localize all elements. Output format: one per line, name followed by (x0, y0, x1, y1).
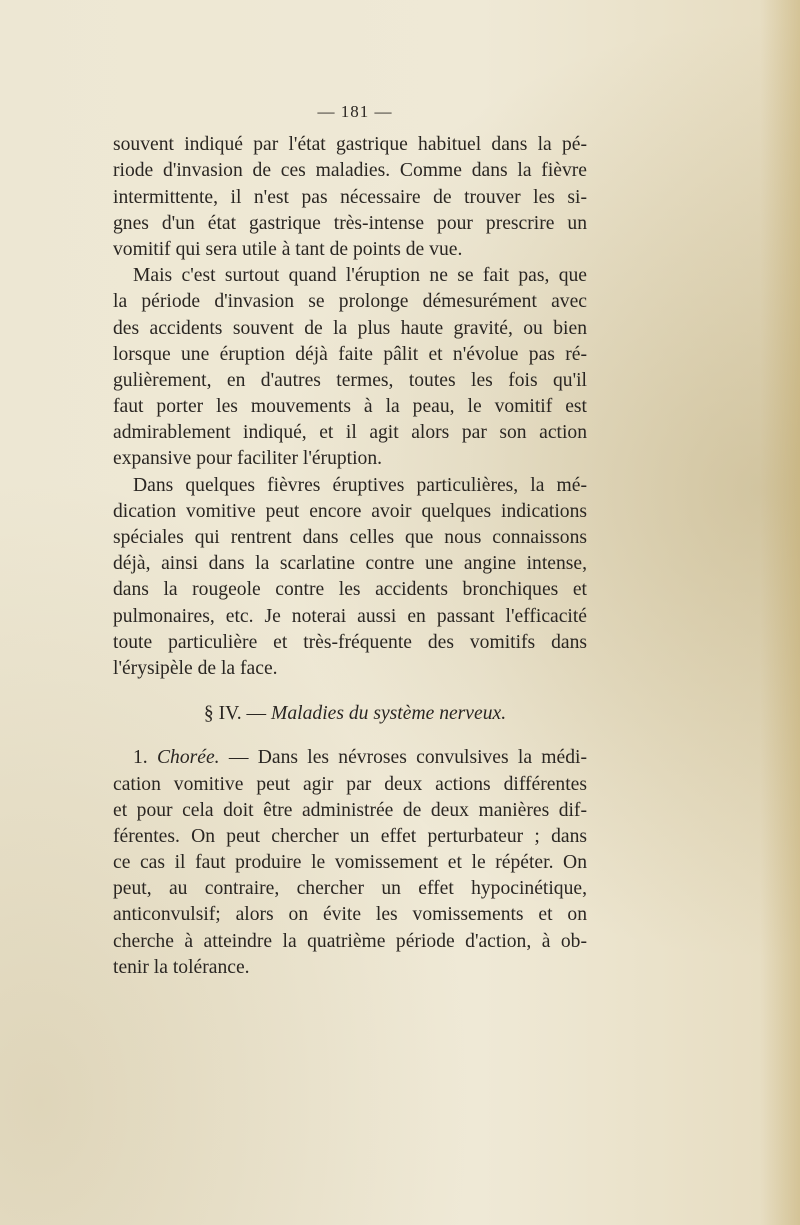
text-line: riode d'invasion de ces maladies. Comme dans la fièvre (113, 160, 587, 182)
page-edge-shadow (760, 0, 800, 1225)
text-line: dans la rougeole contre les accidents bronchiques et (113, 579, 587, 601)
text-line: gulièrement, en d'autres termes, toutes les fois qu'il (113, 369, 587, 391)
paragraph-1 (113, 132, 587, 263)
text-line: et pour cela doit être administrée de deux manières dif- (113, 799, 587, 821)
subsection-title: Chorée. (156, 747, 220, 769)
text-line: peut, au contraire, chercher un effet hypocinétique, (113, 878, 587, 900)
text-line: anticonvulsif; alors on évite les vomissements et on (113, 904, 587, 926)
text-line: gnes d'un état gastrique très-intense pour prescrire un (113, 212, 587, 234)
text-line: toute particulière et très-fréquente des vomitifs dans (113, 631, 587, 653)
section-heading (113, 701, 587, 727)
text-line: des accidents souvent de la plus haute gravité, ou bien (113, 317, 587, 339)
text-line: spéciales qui rentrent dans celles que nous connaissons (113, 527, 587, 549)
text-line: déjà, ainsi dans la scarlatine contre une angine intense, (113, 553, 587, 575)
text-line: lorsque une éruption déjà faite pâlit et n'évolue pas ré- (113, 343, 587, 365)
text-line: cherche à atteindre la quatrième période d'action, à ob- (113, 930, 587, 952)
section-title: Maladies du système nerveux. (271, 703, 507, 725)
text-line: pulmonaires, etc. Je noterai aussi en passant l'efficacité (113, 605, 587, 627)
page-text (113, 99, 587, 981)
subsection-lead: — Dans les névroses convulsives la médi- (228, 747, 588, 769)
paragraph-3 (113, 473, 587, 683)
page-number: — 181 — (317, 102, 393, 121)
subsection-number: 1. (133, 747, 148, 769)
text-line: la période d'invasion se prolonge démesurément avec (113, 291, 587, 313)
text-line: cation vomitive peut agir par deux actions différentes (113, 773, 587, 795)
paragraph-4 (113, 745, 587, 981)
section-number: § IV. (203, 703, 242, 725)
text-line: l'érysipèle de la face. (113, 657, 278, 679)
text-line: dication vomitive peut encore avoir quelques indications (113, 500, 587, 522)
text-line: férentes. On peut chercher un effet perturbateur ; dans (113, 825, 587, 847)
text-line: expansive pour faciliter l'éruption. (113, 448, 383, 470)
text-line: Mais c'est surtout quand l'éruption ne se fait pas, que (133, 265, 587, 287)
text-line: intermittente, il n'est pas nécessaire de trouver les si- (113, 186, 587, 208)
paragraph-2 (113, 263, 587, 473)
text-line: Dans quelques fièvres éruptives particulières, la mé- (133, 474, 587, 496)
text-line: ce cas il faut produire le vomissement et le répéter. On (113, 852, 587, 874)
text-line: vomitif qui sera utile à tant de points de vue. (113, 238, 463, 260)
text-line: tenir la tolérance. (113, 956, 250, 978)
text-line: souvent indiqué par l'état gastrique habituel dans la pé- (113, 134, 587, 156)
section-dash: — (246, 703, 267, 725)
text-line (113, 745, 587, 771)
text-line: faut porter les mouvements à la peau, le vomitif est (113, 396, 587, 418)
text-line: admirablement indiqué, et il agit alors par son action (113, 422, 587, 444)
